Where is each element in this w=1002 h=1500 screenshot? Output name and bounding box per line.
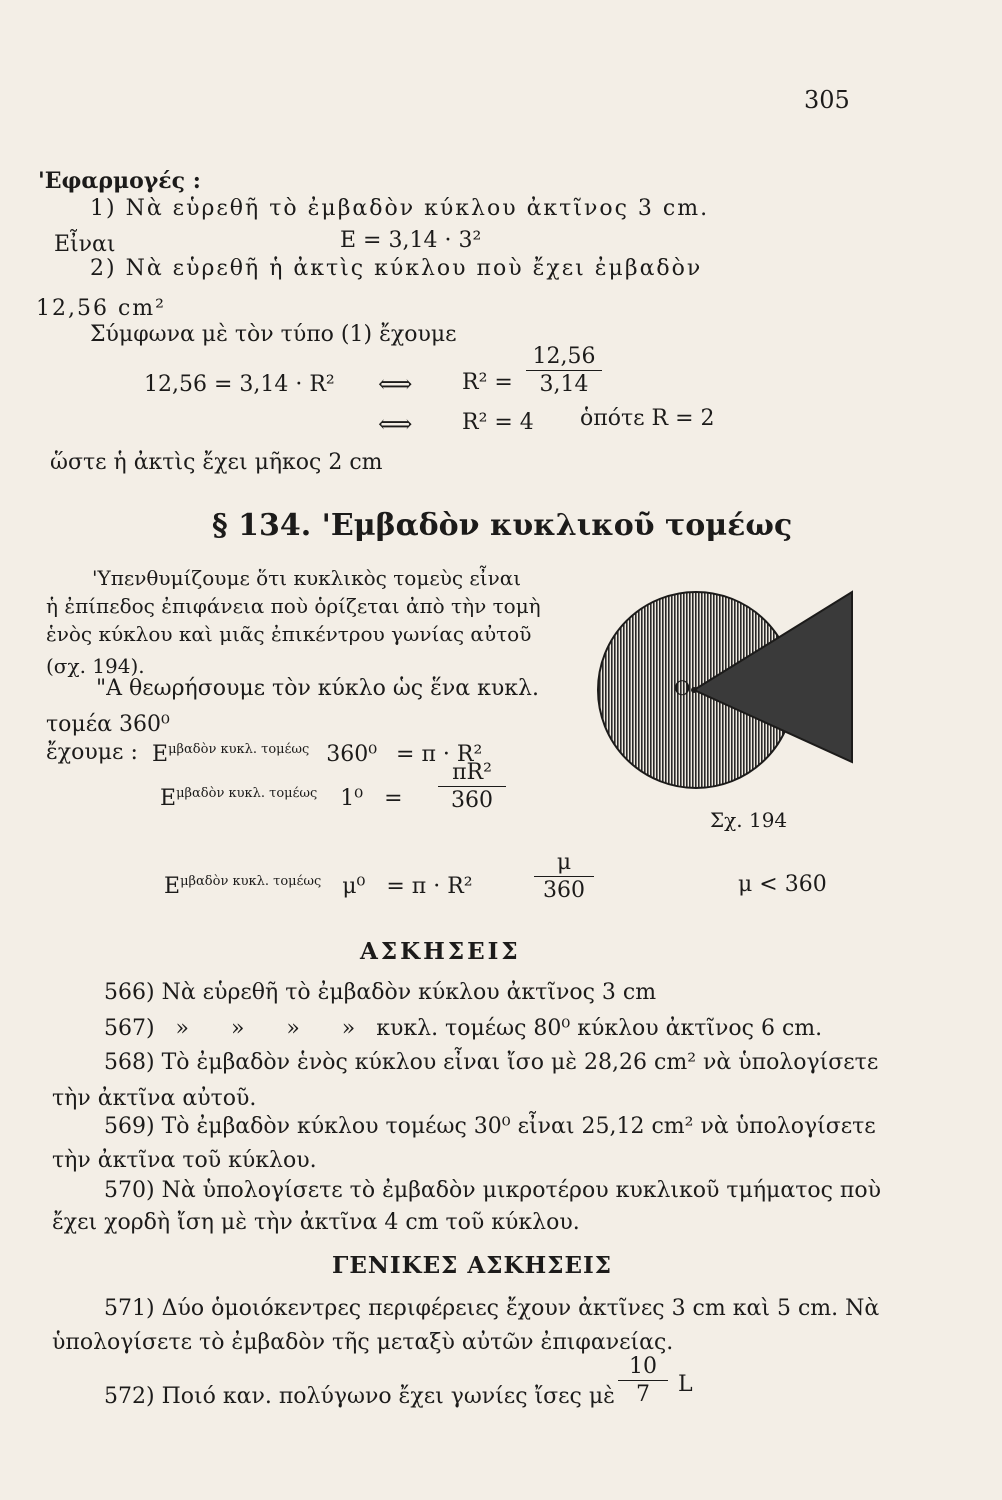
exercise-570-line-2: ἔχει χορδὴ ἴση μὲ τὴν ἀκτῖνα 4 cm τοῦ κύκλου. xyxy=(52,1210,580,1235)
conclusion: ὥστε ἡ ἀκτὶς ἔχει μῆκος 2 cm xyxy=(50,450,383,475)
exercise-572: 572) Ποιό καν. πολύγωνο ἔχει γωνίες ἴσες μὲ xyxy=(104,1384,615,1409)
equivalence-arrow-1: ⟺ xyxy=(378,370,413,398)
area-subscript: μβαδὸν κυκλ. τομέως xyxy=(180,874,322,889)
formula-1-rhs: = π · R² xyxy=(396,742,483,767)
area-symbol: E xyxy=(160,786,177,811)
fraction-12-56-over-3-14 xyxy=(526,344,602,397)
area-subscript: μβαδὸν κυκλ. τομέως xyxy=(176,786,318,801)
section-title: § 134. 'Εμβαδὸν κυκλικοῦ τομέως xyxy=(212,508,793,543)
formula-1 xyxy=(152,742,482,767)
exercise-568-line-2: τὴν ἀκτῖνα αὐτοῦ. xyxy=(52,1086,257,1111)
fraction-denominator: 7 xyxy=(636,1382,650,1407)
fraction-piR2-over-360 xyxy=(438,760,506,813)
formula-3-rhs: = π · R² xyxy=(386,874,473,899)
area-subscript: μβαδὸν κυκλ. τομέως xyxy=(168,742,310,757)
fraction-numerator: 10 xyxy=(618,1354,668,1381)
mu-condition: μ < 360 xyxy=(738,872,827,897)
equation-1-right: R² = xyxy=(462,370,513,395)
general-exercises-heading: ΓΕΝΙΚΕΣ ΑΣΚΗΣΕΙΣ xyxy=(332,1252,613,1279)
application-1-label: Εἶναι xyxy=(54,232,116,257)
equation-1-left: 12,56 = 3,14 · R² xyxy=(144,372,335,397)
equation-2: R² = 4 xyxy=(462,410,534,435)
figure-center-label: O xyxy=(674,676,691,700)
definition-line-2: ἡ ἐπίπεδος ἐπιφάνεια ποὺ ὁρίζεται ἀπὸ τὴν τομὴ xyxy=(46,594,541,618)
exercise-569-line-2: τὴν ἀκτῖνα τοῦ κύκλου. xyxy=(52,1148,317,1173)
area-symbol: E xyxy=(152,742,169,767)
application-2: 2) Νὰ εὑρεθῆ ἡ ἀκτὶς κύκλου ποὺ ἔχει ἐμβαδὸν xyxy=(90,256,703,281)
formula-1-argument: 360⁰ xyxy=(326,742,378,767)
application-2-value: 12,56 cm² xyxy=(36,296,166,321)
exercises-heading: ΑΣΚΗΣΕΙΣ xyxy=(360,938,521,965)
definition-line-1: 'Υπενθυμίζουμε ὅτι κυκλικὸς τομεὺς εἶναι xyxy=(92,566,522,590)
formula-3 xyxy=(164,874,473,899)
fraction-numerator: μ xyxy=(534,850,594,877)
we-have-label: ἔχουμε : xyxy=(46,740,138,765)
fraction-10-over-7 xyxy=(618,1354,668,1407)
fraction-denominator: 360 xyxy=(451,788,493,813)
right-angle-symbol: L xyxy=(678,1372,693,1397)
definition-line-3: ἑνὸς κύκλου καὶ μιᾶς ἐπικέντρου γωνίας αὐτοῦ xyxy=(46,622,532,646)
exercise-568-line-1: 568) Τὸ ἐμβαδὸν ἑνὸς κύκλου εἶναι ἴσο μὲ 28,26 cm² νὰ ὑπολογίσετε xyxy=(104,1050,879,1075)
application-1-formula: E = 3,14 · 3² xyxy=(340,228,482,253)
fraction-denominator: 360 xyxy=(543,878,585,903)
fraction-denominator: 3,14 xyxy=(539,372,589,397)
fraction-mu-over-360 xyxy=(534,850,594,903)
center-point xyxy=(691,687,697,693)
application-2-intro: Σύμφωνα μὲ τὸν τύπο (1) ἔχουμε xyxy=(90,322,457,347)
exercise-566: 566) Νὰ εὑρεθῆ τὸ ἐμβαδὸν κύκλου ἀκτῖνος 3 cm xyxy=(104,980,657,1005)
exercise-567: 567) » » » » κυκλ. τομέως 80⁰ κύκλου ἀκτῖνος 6 cm. xyxy=(104,1016,823,1041)
equivalence-arrow-2: ⟺ xyxy=(378,410,413,438)
area-symbol: E xyxy=(164,874,181,899)
exercise-569-line-1: 569) Τὸ ἐμβαδὸν κύκλου τομέως 30⁰ εἶναι 25,12 cm² νὰ ὑπολογίσετε xyxy=(104,1114,876,1139)
equation-2-result: ὁπότε R = 2 xyxy=(580,406,715,431)
figure-194 xyxy=(596,586,858,808)
formula-2-equals: = xyxy=(384,786,403,811)
fraction-numerator: 12,56 xyxy=(526,344,602,371)
formula-3-argument: μ⁰ xyxy=(342,874,366,899)
exercise-571-line-1: 571) Δύο ὁμοιόκεντρες περιφέρειες ἔχουν ἀκτῖνες 3 cm καὶ 5 cm. Νὰ xyxy=(104,1296,880,1321)
formula-2 xyxy=(160,786,403,811)
sector-360-line: τομέα 360⁰ xyxy=(46,712,170,737)
formula-2-argument: 1⁰ xyxy=(340,786,364,811)
figure-caption: Σχ. 194 xyxy=(710,808,788,832)
definition-line-4: (σχ. 194). xyxy=(46,654,145,678)
fraction-numerator: πR² xyxy=(438,760,506,787)
application-1: 1) Νὰ εὑρεθῆ τὸ ἐμβαδὸν κύκλου ἀκτῖνος 3 cm. xyxy=(90,196,710,221)
page-number: 305 xyxy=(804,86,850,114)
consider-line: "Α θεωρήσουμε τὸν κύκλο ὡς ἕνα κυκλ. xyxy=(96,676,539,701)
exercise-571-line-2: ὑπολογίσετε τὸ ἐμβαδὸν τῆς μεταξὺ αὐτῶν ἐπιφανείας. xyxy=(52,1330,674,1355)
applications-heading: 'Εφαρμογές : xyxy=(38,168,201,194)
exercise-570-line-1: 570) Νὰ ὑπολογίσετε τὸ ἐμβαδὸν μικροτέρου κυκλικοῦ τμήματος ποὺ xyxy=(104,1178,882,1203)
